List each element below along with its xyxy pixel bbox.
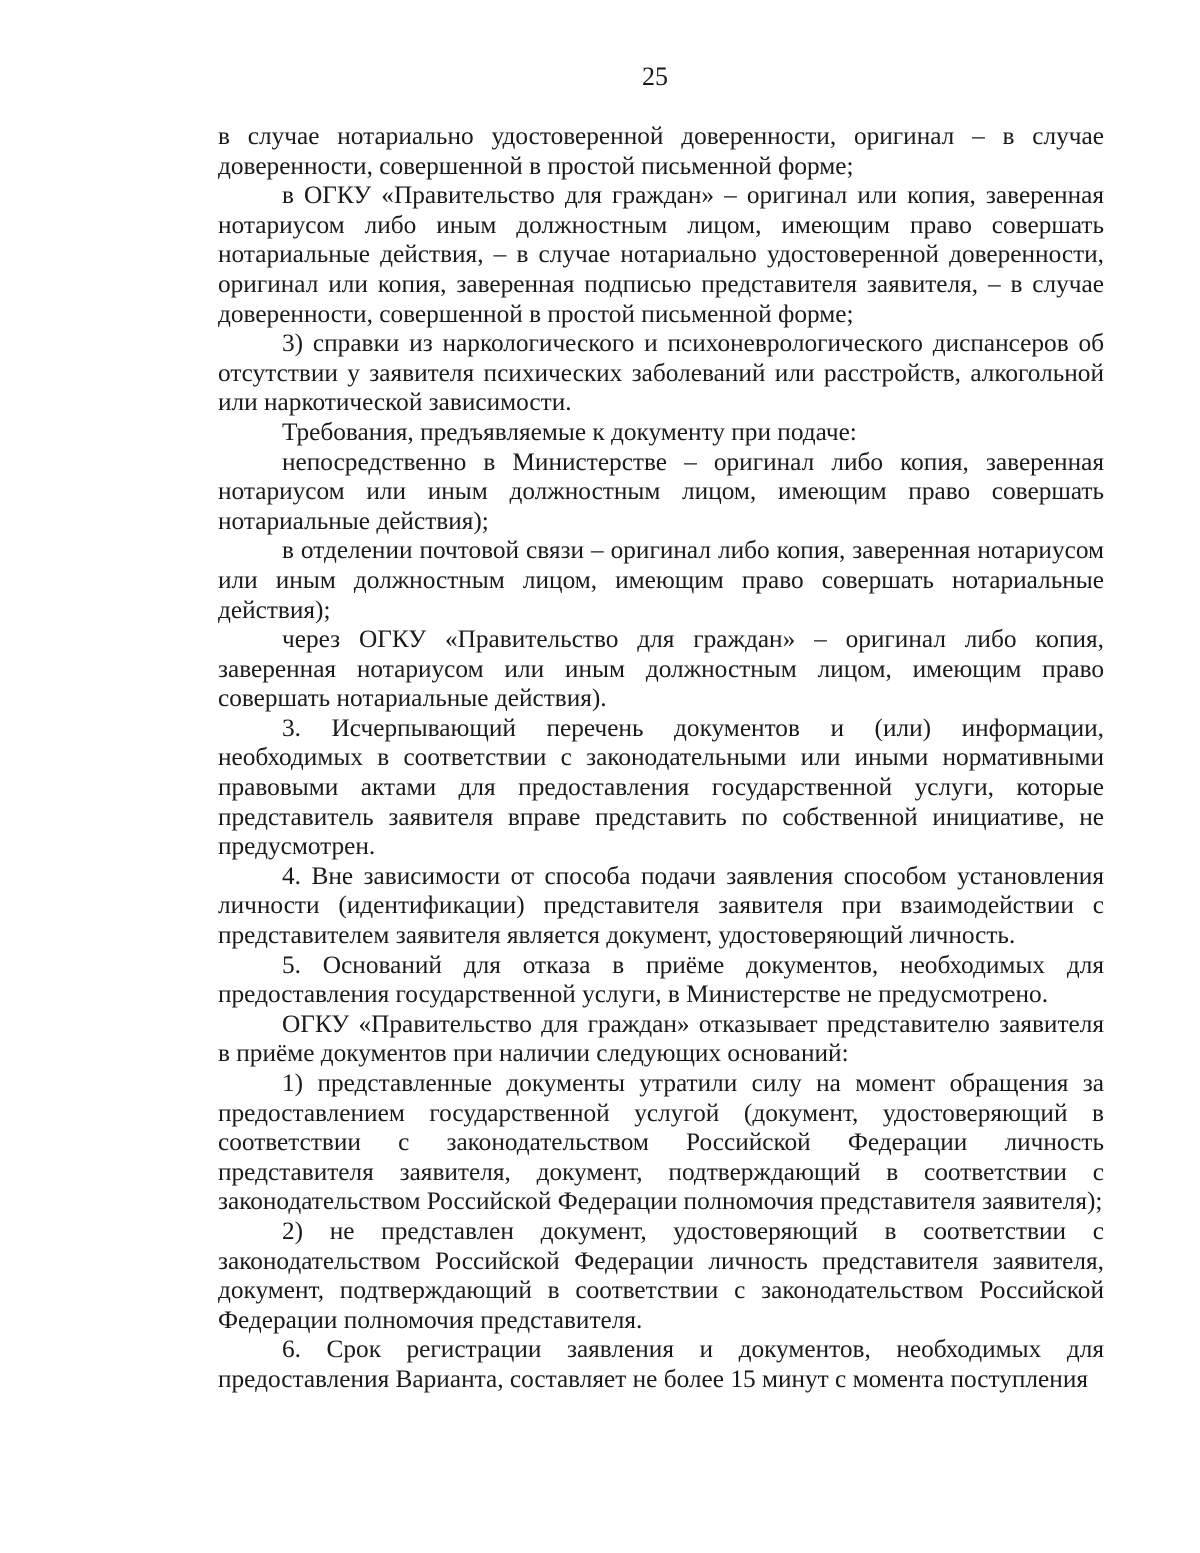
paragraph-section-5: 5. Оснований для отказа в приёме документов, необходимых для предоставления государственной услуги, в Министерстве не предусмотрено. xyxy=(218,950,1104,1009)
document-body xyxy=(218,122,1104,1395)
paragraph-section-3: 3. Исчерпывающий перечень документов и (или) информации, необходимых в соответствии с законодательными или иными нормативными правовыми актами для предоставления государственной услуги, которые представитель заявителя вправе представить по собственной инициативе, не предусмотрен. xyxy=(218,713,1104,861)
paragraph-refusal-grounds: ОГКУ «Правительство для граждан» отказывает представителю заявителя в приёме документов при наличии следующих оснований: xyxy=(218,1009,1104,1068)
paragraph-ministry-submission: непосредственно в Министерстве – оригинал либо копия, заверенная нотариусом или иным должностным лицом, имеющим право совершать нотариальные действия); xyxy=(218,447,1104,535)
paragraph-section-4: 4. Вне зависимости от способа подачи заявления способом установления личности (идентификации) представителя заявителя при взаимодействии с представителем заявителя является документ, удостоверяющий личность. xyxy=(218,861,1104,950)
paragraph-item-3-certificates: 3) справки из наркологического и психоневрологического диспансеров об отсутствии у заявителя психических заболеваний или расстройств, алкогольной или наркотической зависимости. xyxy=(218,329,1104,417)
paragraph-section-6: 6. Срок регистрации заявления и документов, необходимых для предоставления Варианта, составляет не более 15 минут с момента поступления xyxy=(218,1335,1104,1393)
paragraph-post-submission: в отделении почтовой связи – оригинал либо копия, заверенная нотариусом или иным должностным лицом, имеющим право совершать нотариальные действия); xyxy=(218,536,1104,624)
paragraph-requirements-heading: Требования, предъявляемые к документу при подаче: xyxy=(282,417,857,446)
paragraph-ground-2: 2) не представлен документ, удостоверяющий в соответствии с законодательством Российской Федерации личность представителя заявителя, документ, подтверждающий в соответствии с законодательством Российской Федерации полномочия представителя. xyxy=(218,1216,1104,1334)
paragraph-continuation: в случае нотариально удостоверенной доверенности, оригинал – в случае доверенности, совершенной в простой письменной форме; xyxy=(218,122,1104,180)
paragraph-mfc-submission: через ОГКУ «Правительство для граждан» – оригинал либо копия, заверенная нотариусом или иным должностным лицом, имеющим право совершать нотариальные действия). xyxy=(218,625,1104,713)
paragraph-ground-1: 1) представленные документы утратили силу на момент обращения за предоставлением государственной услугой (документ, удостоверяющий в соответствии с законодательством Российской Федерации личность представителя заявителя, документ, подтверждающий в соответствии с законодательством Российской Федерации полномочия представителя заявителя); xyxy=(218,1069,1104,1216)
paragraph-mfc-requirements: в ОГКУ «Правительство для граждан» – оригинал или копия, заверенная нотариусом либо иным должностным лицом, имеющим право совершать нотариальные действия, – в случае нотариально удостоверенной доверенности, оригинал или копия, заверенная подписью представителя заявителя, – в случае доверенности, совершенной в простой письменной форме; xyxy=(218,181,1104,328)
page-number: 25 xyxy=(642,62,668,91)
